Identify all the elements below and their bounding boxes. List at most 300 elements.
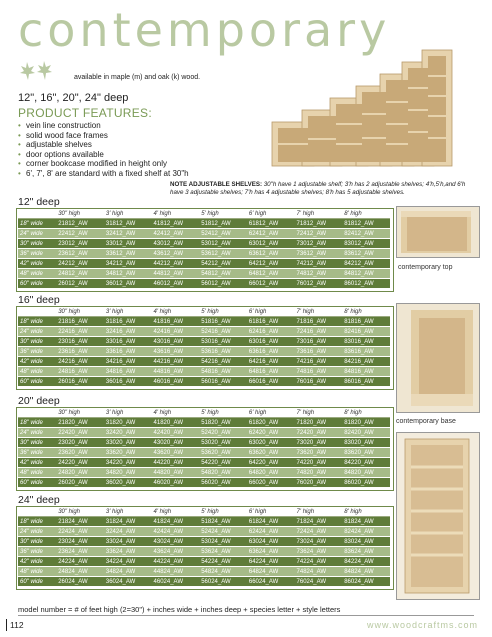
model-cell: 74224_AW — [295, 557, 343, 567]
model-cell: 54216_AW — [199, 357, 247, 367]
adjustable-shelves-note — [170, 181, 470, 197]
model-cell: 73624_AW — [295, 547, 343, 557]
model-cell: 64820_AW — [247, 468, 295, 478]
table-row — [18, 458, 390, 468]
contemporary-base-image — [396, 303, 480, 413]
model-cell: 42412_AW — [152, 229, 200, 239]
column-header: 3' high — [104, 408, 152, 418]
model-cell: 81824_AW — [342, 517, 390, 527]
model-cell: 76020_AW — [295, 478, 343, 488]
model-cell: 46012_AW — [152, 279, 200, 289]
model-cell: 23012_AW — [56, 239, 104, 249]
model-cell: 74212_AW — [295, 259, 343, 269]
model-cell: 71824_AW — [295, 517, 343, 527]
table-row — [18, 428, 390, 438]
column-header: 7' high — [295, 408, 343, 418]
model-cell: 43016_AW — [152, 337, 200, 347]
spec-table-12-deep — [18, 209, 390, 289]
model-cell: 52412_AW — [199, 229, 247, 239]
column-header: 7' high — [295, 507, 343, 517]
row-label: 36" wide — [18, 547, 56, 557]
column-header: 5' high — [199, 307, 247, 317]
model-cell: 73620_AW — [295, 448, 343, 458]
model-cell: 73612_AW — [295, 249, 343, 259]
row-label: 60" wide — [18, 478, 56, 488]
column-header: 3' high — [104, 307, 152, 317]
row-label: 42" wide — [18, 557, 56, 567]
model-cell: 84816_AW — [342, 367, 390, 377]
table-row — [18, 478, 390, 488]
model-cell: 73616_AW — [295, 347, 343, 357]
column-header: 30" high — [56, 507, 104, 517]
model-cell: 32412_AW — [104, 229, 152, 239]
model-cell: 81816_AW — [342, 317, 390, 327]
model-cell: 81820_AW — [342, 418, 390, 428]
feature-item: • solid wood face frames — [18, 131, 189, 141]
model-cell: 72416_AW — [295, 327, 343, 337]
model-cell: 34812_AW — [104, 269, 152, 279]
table-row — [18, 557, 390, 567]
model-cell: 41812_AW — [152, 219, 200, 229]
model-cell: 44212_AW — [152, 259, 200, 269]
table-row — [18, 468, 390, 478]
model-cell: 34816_AW — [104, 367, 152, 377]
model-cell: 62424_AW — [247, 527, 295, 537]
table-row — [18, 269, 390, 279]
model-cell: 36016_AW — [104, 377, 152, 387]
model-cell: 54816_AW — [199, 367, 247, 377]
row-label: 30" wide — [18, 337, 56, 347]
row-label: 36" wide — [18, 249, 56, 259]
model-cell: 24816_AW — [56, 367, 104, 377]
row-label: 48" wide — [18, 367, 56, 377]
model-cell: 43024_AW — [152, 537, 200, 547]
row-label: 42" wide — [18, 458, 56, 468]
table-row — [18, 279, 390, 289]
table-row — [18, 219, 390, 229]
model-cell: 52416_AW — [199, 327, 247, 337]
model-cell: 34824_AW — [104, 567, 152, 577]
contemporary-top-image — [396, 206, 480, 258]
model-cell: 43612_AW — [152, 249, 200, 259]
model-cell: 53620_AW — [199, 448, 247, 458]
column-header: 30" high — [56, 408, 104, 418]
model-cell: 84820_AW — [342, 468, 390, 478]
model-cell: 64224_AW — [247, 557, 295, 567]
row-label: 24" wide — [18, 229, 56, 239]
feature-item: • corner bookcase modified in height only — [18, 159, 189, 169]
model-cell: 62412_AW — [247, 229, 295, 239]
model-cell: 24820_AW — [56, 468, 104, 478]
model-cell: 66024_AW — [247, 577, 295, 587]
model-cell: 53612_AW — [199, 249, 247, 259]
model-cell: 83020_AW — [342, 438, 390, 448]
table-row — [18, 367, 390, 377]
table-row — [18, 317, 390, 327]
model-cell: 23612_AW — [56, 249, 104, 259]
column-header: 30" high — [56, 307, 104, 317]
column-header: 4' high — [152, 408, 200, 418]
column-header: 8' high — [342, 209, 390, 219]
model-cell: 53624_AW — [199, 547, 247, 557]
row-label: 24" wide — [18, 428, 56, 438]
model-cell: 64824_AW — [247, 567, 295, 577]
model-cell: 34216_AW — [104, 357, 152, 367]
model-cell: 41824_AW — [152, 517, 200, 527]
model-cell: 53616_AW — [199, 347, 247, 357]
model-cell: 84212_AW — [342, 259, 390, 269]
table-row — [18, 547, 390, 557]
row-label: 18" wide — [18, 219, 56, 229]
model-cell: 83024_AW — [342, 537, 390, 547]
column-header: 30" high — [56, 209, 104, 219]
availability-note: available in maple (m) and oak (k) wood. — [74, 74, 201, 81]
model-cell: 36024_AW — [104, 577, 152, 587]
model-cell: 83612_AW — [342, 249, 390, 259]
model-cell: 21824_AW — [56, 517, 104, 527]
model-cell: 86012_AW — [342, 279, 390, 289]
model-cell: 73012_AW — [295, 239, 343, 249]
model-cell: 51820_AW — [199, 418, 247, 428]
model-cell: 36020_AW — [104, 478, 152, 488]
spec-table-20-deep — [18, 408, 390, 488]
table-row — [18, 249, 390, 259]
table-row — [18, 448, 390, 458]
table-corner-cell — [18, 307, 56, 317]
model-cell: 22412_AW — [56, 229, 104, 239]
model-cell: 24216_AW — [56, 357, 104, 367]
note-label: NOTE ADJUSTABLE SHELVES: — [170, 181, 263, 188]
table-row — [18, 418, 390, 428]
row-label: 30" wide — [18, 239, 56, 249]
model-cell: 46020_AW — [152, 478, 200, 488]
model-cell: 84224_AW — [342, 557, 390, 567]
table-row — [18, 327, 390, 337]
model-cell: 74812_AW — [295, 269, 343, 279]
section-label-24-deep: 24" deep — [18, 494, 60, 506]
table-row — [18, 567, 390, 577]
page-number: 112 — [10, 620, 24, 630]
model-cell: 23620_AW — [56, 448, 104, 458]
model-cell: 56012_AW — [199, 279, 247, 289]
model-cell: 51824_AW — [199, 517, 247, 527]
model-cell: 83616_AW — [342, 347, 390, 357]
model-cell: 61824_AW — [247, 517, 295, 527]
model-cell: 44220_AW — [152, 458, 200, 468]
model-cell: 74216_AW — [295, 357, 343, 367]
model-cell: 76016_AW — [295, 377, 343, 387]
model-cell: 63624_AW — [247, 547, 295, 557]
row-label: 36" wide — [18, 347, 56, 357]
model-cell: 74824_AW — [295, 567, 343, 577]
table-row — [18, 537, 390, 547]
column-header: 6' high — [247, 408, 295, 418]
column-header: 4' high — [152, 507, 200, 517]
model-cell: 32416_AW — [104, 327, 152, 337]
model-cell: 24824_AW — [56, 567, 104, 577]
model-cell: 73020_AW — [295, 438, 343, 448]
model-cell: 33616_AW — [104, 347, 152, 357]
column-header: 7' high — [295, 307, 343, 317]
model-cell: 33024_AW — [104, 537, 152, 547]
model-cell: 44216_AW — [152, 357, 200, 367]
model-cell: 53012_AW — [199, 239, 247, 249]
model-cell: 72424_AW — [295, 527, 343, 537]
model-cell: 53016_AW — [199, 337, 247, 347]
model-cell: 62416_AW — [247, 327, 295, 337]
row-label: 48" wide — [18, 468, 56, 478]
feature-item: • vein line construction — [18, 121, 189, 131]
maple-leaf-icon — [18, 60, 54, 84]
column-header: 8' high — [342, 408, 390, 418]
model-cell: 71812_AW — [295, 219, 343, 229]
column-header: 6' high — [247, 307, 295, 317]
model-cell: 53020_AW — [199, 438, 247, 448]
model-cell: 33624_AW — [104, 547, 152, 557]
table-header-row — [18, 307, 390, 317]
model-cell: 83620_AW — [342, 448, 390, 458]
model-cell: 83624_AW — [342, 547, 390, 557]
row-label: 42" wide — [18, 259, 56, 269]
model-number-explanation: model number = # of feet high (2=30") + inches wide + inches deep + species letter + style letters — [18, 605, 341, 614]
section-label-20-deep: 20" deep — [18, 395, 60, 407]
model-cell: 53024_AW — [199, 537, 247, 547]
row-label: 30" wide — [18, 438, 56, 448]
model-cell: 86020_AW — [342, 478, 390, 488]
features-heading: PRODUCT FEATURES: — [18, 106, 153, 120]
model-cell: 63012_AW — [247, 239, 295, 249]
column-header: 8' high — [342, 507, 390, 517]
page-title: contemporary — [18, 3, 391, 57]
column-header: 4' high — [152, 209, 200, 219]
model-cell: 26016_AW — [56, 377, 104, 387]
model-cell: 72420_AW — [295, 428, 343, 438]
model-cell: 41820_AW — [152, 418, 200, 428]
row-label: 24" wide — [18, 327, 56, 337]
model-cell: 34220_AW — [104, 458, 152, 468]
caption-contemporary-top: contemporary top — [398, 264, 453, 271]
row-label: 36" wide — [18, 448, 56, 458]
row-label: 18" wide — [18, 517, 56, 527]
section-label-16-deep: 16" deep — [18, 294, 60, 306]
feature-item: • 6', 7', 8' are standard with a fixed shelf at 30"h — [18, 169, 189, 179]
note-text: 30"h have 1 adjustable shelf; 3'h has 2 adjustable shelves; 4'h,5'h,and 6'h have 3 adjustable shelves; 7'h has 4 adjustable shelves; 8'h has 5 adjustable shelves. — [170, 181, 466, 196]
table-header-row — [18, 507, 390, 517]
model-cell: 61816_AW — [247, 317, 295, 327]
column-header: 3' high — [104, 209, 152, 219]
model-cell: 83012_AW — [342, 239, 390, 249]
row-label: 30" wide — [18, 537, 56, 547]
model-cell: 71820_AW — [295, 418, 343, 428]
tall-bookcase-image — [396, 432, 480, 600]
feature-item: • door options available — [18, 150, 189, 160]
model-cell: 42424_AW — [152, 527, 200, 537]
row-label: 42" wide — [18, 357, 56, 367]
table-header-row — [18, 209, 390, 219]
model-cell: 63612_AW — [247, 249, 295, 259]
table-corner-cell — [18, 507, 56, 517]
model-cell: 34212_AW — [104, 259, 152, 269]
model-cell: 51812_AW — [199, 219, 247, 229]
model-cell: 74220_AW — [295, 458, 343, 468]
model-cell: 82416_AW — [342, 327, 390, 337]
column-header: 8' high — [342, 307, 390, 317]
model-cell: 54212_AW — [199, 259, 247, 269]
model-cell: 66020_AW — [247, 478, 295, 488]
model-cell: 43620_AW — [152, 448, 200, 458]
model-cell: 44816_AW — [152, 367, 200, 377]
model-cell: 63616_AW — [247, 347, 295, 357]
table-corner-cell — [18, 209, 56, 219]
model-cell: 81812_AW — [342, 219, 390, 229]
features-list — [18, 121, 189, 178]
model-cell: 33612_AW — [104, 249, 152, 259]
model-cell: 32420_AW — [104, 428, 152, 438]
table-row — [18, 259, 390, 269]
model-cell: 56016_AW — [199, 377, 247, 387]
website-link[interactable]: www.woodcraftms.com — [366, 620, 478, 630]
table-row — [18, 347, 390, 357]
table-header-row — [18, 408, 390, 418]
row-label: 60" wide — [18, 377, 56, 387]
model-cell: 42416_AW — [152, 327, 200, 337]
model-cell: 84824_AW — [342, 567, 390, 577]
model-cell: 54812_AW — [199, 269, 247, 279]
column-header: 6' high — [247, 209, 295, 219]
page-number-bar — [6, 619, 7, 631]
model-cell: 64816_AW — [247, 367, 295, 377]
row-label: 24" wide — [18, 527, 56, 537]
model-cell: 54820_AW — [199, 468, 247, 478]
model-cell: 71816_AW — [295, 317, 343, 327]
model-cell: 23020_AW — [56, 438, 104, 448]
model-cell: 31820_AW — [104, 418, 152, 428]
model-cell: 74816_AW — [295, 367, 343, 377]
model-cell: 63620_AW — [247, 448, 295, 458]
caption-contemporary-base: contemporary base — [396, 418, 456, 425]
row-label: 18" wide — [18, 317, 56, 327]
model-cell: 63016_AW — [247, 337, 295, 347]
feature-item: • adjustable shelves — [18, 140, 189, 150]
model-cell: 23016_AW — [56, 337, 104, 347]
column-header: 6' high — [247, 507, 295, 517]
model-cell: 54824_AW — [199, 567, 247, 577]
model-cell: 64212_AW — [247, 259, 295, 269]
model-cell: 32424_AW — [104, 527, 152, 537]
row-label: 60" wide — [18, 279, 56, 289]
model-cell: 76024_AW — [295, 577, 343, 587]
table-row — [18, 229, 390, 239]
column-header: 3' high — [104, 507, 152, 517]
model-cell: 33012_AW — [104, 239, 152, 249]
model-cell: 82424_AW — [342, 527, 390, 537]
model-cell: 33016_AW — [104, 337, 152, 347]
model-cell: 64220_AW — [247, 458, 295, 468]
model-cell: 26024_AW — [56, 577, 104, 587]
table-row — [18, 438, 390, 448]
table-row — [18, 337, 390, 347]
model-cell: 64812_AW — [247, 269, 295, 279]
model-cell: 82412_AW — [342, 229, 390, 239]
model-cell: 22424_AW — [56, 527, 104, 537]
model-cell: 73016_AW — [295, 337, 343, 347]
model-cell: 43012_AW — [152, 239, 200, 249]
column-header: 5' high — [199, 209, 247, 219]
model-cell: 54224_AW — [199, 557, 247, 567]
table-row — [18, 377, 390, 387]
model-cell: 84220_AW — [342, 458, 390, 468]
model-cell: 84812_AW — [342, 269, 390, 279]
table-row — [18, 517, 390, 527]
model-cell: 51816_AW — [199, 317, 247, 327]
model-cell: 52424_AW — [199, 527, 247, 537]
model-cell: 24212_AW — [56, 259, 104, 269]
model-cell: 61812_AW — [247, 219, 295, 229]
model-cell: 23024_AW — [56, 537, 104, 547]
model-cell: 21812_AW — [56, 219, 104, 229]
bookcase-lineup-image — [268, 44, 478, 174]
model-cell: 44224_AW — [152, 557, 200, 567]
model-cell: 72412_AW — [295, 229, 343, 239]
footer-divider — [18, 615, 474, 616]
model-cell: 84216_AW — [342, 357, 390, 367]
model-cell: 86016_AW — [342, 377, 390, 387]
section-label-12-deep: 12" deep — [18, 196, 60, 208]
model-cell: 54220_AW — [199, 458, 247, 468]
model-cell: 42420_AW — [152, 428, 200, 438]
row-label: 18" wide — [18, 418, 56, 428]
model-cell: 36012_AW — [104, 279, 152, 289]
table-row — [18, 577, 390, 587]
model-cell: 74820_AW — [295, 468, 343, 478]
row-label: 48" wide — [18, 567, 56, 577]
column-header: 7' high — [295, 209, 343, 219]
model-cell: 26012_AW — [56, 279, 104, 289]
model-cell: 63024_AW — [247, 537, 295, 547]
column-header: 4' high — [152, 307, 200, 317]
model-cell: 24220_AW — [56, 458, 104, 468]
spec-table-24-deep — [18, 507, 390, 587]
model-cell: 43616_AW — [152, 347, 200, 357]
table-corner-cell — [18, 408, 56, 418]
model-cell: 61820_AW — [247, 418, 295, 428]
model-cell: 34820_AW — [104, 468, 152, 478]
model-cell: 21816_AW — [56, 317, 104, 327]
table-row — [18, 527, 390, 537]
model-cell: 24224_AW — [56, 557, 104, 567]
model-cell: 52420_AW — [199, 428, 247, 438]
model-cell: 23616_AW — [56, 347, 104, 357]
model-cell: 76012_AW — [295, 279, 343, 289]
model-cell: 31816_AW — [104, 317, 152, 327]
model-cell: 43020_AW — [152, 438, 200, 448]
table-row — [18, 239, 390, 249]
model-cell: 56024_AW — [199, 577, 247, 587]
model-cell: 43624_AW — [152, 547, 200, 557]
column-header: 5' high — [199, 408, 247, 418]
model-cell: 22420_AW — [56, 428, 104, 438]
model-cell: 83016_AW — [342, 337, 390, 347]
model-cell: 66012_AW — [247, 279, 295, 289]
model-cell: 34224_AW — [104, 557, 152, 567]
row-label: 60" wide — [18, 577, 56, 587]
model-cell: 23624_AW — [56, 547, 104, 557]
model-cell: 64216_AW — [247, 357, 295, 367]
model-cell: 63020_AW — [247, 438, 295, 448]
depth-options: 12", 16", 20", 24" deep — [18, 92, 129, 104]
model-cell: 46024_AW — [152, 577, 200, 587]
model-cell: 82420_AW — [342, 428, 390, 438]
